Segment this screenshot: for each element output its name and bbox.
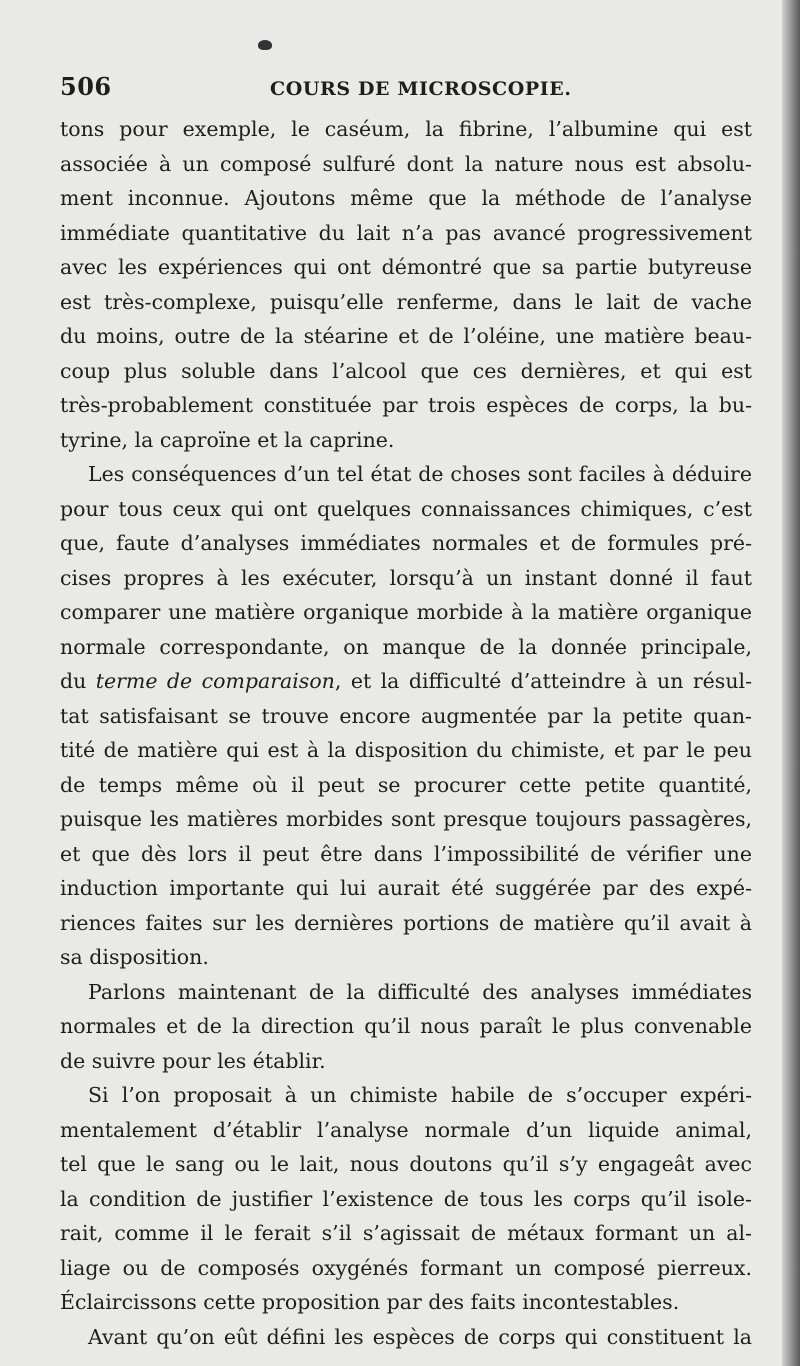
- text-line: [60, 561, 752, 596]
- text-line-content: mentalement d’établir l’analyse normale d’un liquide animal,: [60, 1117, 752, 1142]
- text-line-content: que, faute d’analyses immédiates normales et de formules pré-: [60, 531, 752, 555]
- page-edge-shadow: [782, 0, 800, 1366]
- text-line-content: associée à un composé sulfuré dont la nature nous est absolu-: [60, 151, 752, 176]
- running-title: COURS DE MICROSCOPIE.: [270, 78, 572, 100]
- text-line: [60, 1044, 752, 1079]
- text-line: [60, 147, 752, 182]
- text-line: [60, 1078, 752, 1113]
- text-line: [60, 837, 752, 872]
- text-line: [60, 1147, 752, 1182]
- text-line: [60, 630, 752, 665]
- text-line: [60, 285, 752, 320]
- text-line-content: tat satisfaisant se trouve encore augmentée par la petite quan-: [60, 703, 752, 728]
- text-line: [60, 906, 752, 941]
- text-line: [60, 526, 752, 561]
- text-line-content: la condition de justifier l’existence de tous les corps qu’il isole-: [60, 1186, 752, 1211]
- text-line: [60, 423, 752, 458]
- text-line: [60, 699, 752, 734]
- text-line-content: induction importante qui lui aurait été suggérée par des expé-: [60, 876, 752, 900]
- text-line: [60, 595, 752, 630]
- text-line: [60, 112, 752, 147]
- text-line: [60, 492, 752, 527]
- text-line-content: tyrine, la caproïne et la caprine.: [60, 427, 395, 452]
- text-line-content: tons pour exemple, le caséum, la fibrine, l’albumine qui est: [60, 117, 752, 141]
- text-line: [60, 733, 752, 768]
- text-line: [60, 975, 752, 1010]
- text-line: [60, 250, 752, 285]
- text-line: [60, 871, 752, 906]
- text-line-content: de temps même où il peut se procurer cette petite quantité,: [60, 772, 752, 797]
- text-line-content: coup plus soluble dans l’alcool que ces dernières, et qui est: [60, 358, 752, 383]
- text-line-content: très-probablement constituée par trois espèces de corps, la bu-: [60, 393, 752, 417]
- text-line-content: du: [60, 669, 96, 693]
- page-number: 506: [60, 72, 112, 101]
- text-line-content: immédiate quantitative du lait n’a pas avancé progressivement: [60, 220, 752, 245]
- text-line: [60, 216, 752, 251]
- body-text: [60, 112, 752, 1354]
- text-line: [60, 1009, 752, 1044]
- text-line-content: du moins, outre de la stéarine et de l’oléine, une matière beau-: [60, 324, 752, 348]
- text-line-content: Si l’on proposait à un chimiste habile de s’occuper expéri-: [88, 1083, 752, 1107]
- text-line: [60, 457, 752, 492]
- text-line-content: de suivre pour les établir.: [60, 1048, 326, 1073]
- text-line-content: Les conséquences d’un tel état de choses sont faciles à déduire: [88, 462, 752, 486]
- ink-mark: [258, 40, 272, 50]
- text-line: [60, 1113, 752, 1148]
- text-line-content: cises propres à les exécuter, lorsqu’à un instant donné il faut: [60, 565, 752, 590]
- text-line-content: tité de matière qui est à la disposition du chimiste, et par le peu: [60, 738, 752, 762]
- text-line: [60, 1182, 752, 1217]
- text-line: [60, 181, 752, 216]
- text-line-content: Avant qu’on eût défini les espèces de corps qui constituent la: [88, 1324, 752, 1349]
- text-line-content: Éclaircissons cette proposition par des faits incontestables.: [60, 1290, 680, 1314]
- text-line-content: Parlons maintenant de la difficulté des analyses immédiates: [88, 979, 752, 1004]
- text-line: [60, 1216, 752, 1251]
- text-line: [60, 802, 752, 837]
- text-line: [60, 664, 752, 699]
- text-line-content: rait, comme il le ferait s’il s’agissait de métaux formant un al-: [60, 1221, 752, 1245]
- italic-phrase: terme de comparaison: [95, 669, 335, 693]
- text-line: [60, 1251, 752, 1286]
- text-line: [60, 1285, 752, 1320]
- text-line: [60, 354, 752, 389]
- text-line: [60, 768, 752, 803]
- text-line-content: normale correspondante, on manque de la donnée principale,: [60, 634, 752, 659]
- text-line-content: sa disposition.: [60, 945, 209, 969]
- text-line-continuation: , et la difficulté d’atteindre à un résul-: [334, 669, 752, 693]
- text-line: [60, 388, 752, 423]
- text-line-content: normales et de la direction qu’il nous paraît le plus convenable: [60, 1014, 752, 1038]
- text-line-content: puisque les matières morbides sont presque toujours passagères,: [60, 807, 752, 831]
- text-line: [60, 940, 752, 975]
- text-line-content: riences faites sur les dernières portions de matière qu’il avait à: [60, 910, 752, 935]
- text-line-content: et que dès lors il peut être dans l’impossibilité de vérifier une: [60, 841, 752, 866]
- text-line-content: tel que le sang ou le lait, nous doutons qu’il s’y engageât avec: [60, 1152, 752, 1176]
- text-line-content: avec les expériences qui ont démontré que sa partie butyreuse: [60, 255, 752, 279]
- text-line-content: pour tous ceux qui ont quelques connaissances chimiques, c’est: [60, 496, 752, 521]
- text-line-content: liage ou de composés oxygénés formant un composé pierreux.: [60, 1255, 752, 1280]
- page-header: [60, 72, 760, 102]
- text-line: [60, 1320, 752, 1355]
- text-line: [60, 319, 752, 354]
- text-line-content: est très-complexe, puisqu’elle renferme, dans le lait de vache: [60, 289, 752, 314]
- text-line-content: comparer une matière organique morbide à la matière organique: [60, 600, 752, 624]
- text-line-content: ment inconnue. Ajoutons même que la méthode de l’analyse: [60, 186, 752, 210]
